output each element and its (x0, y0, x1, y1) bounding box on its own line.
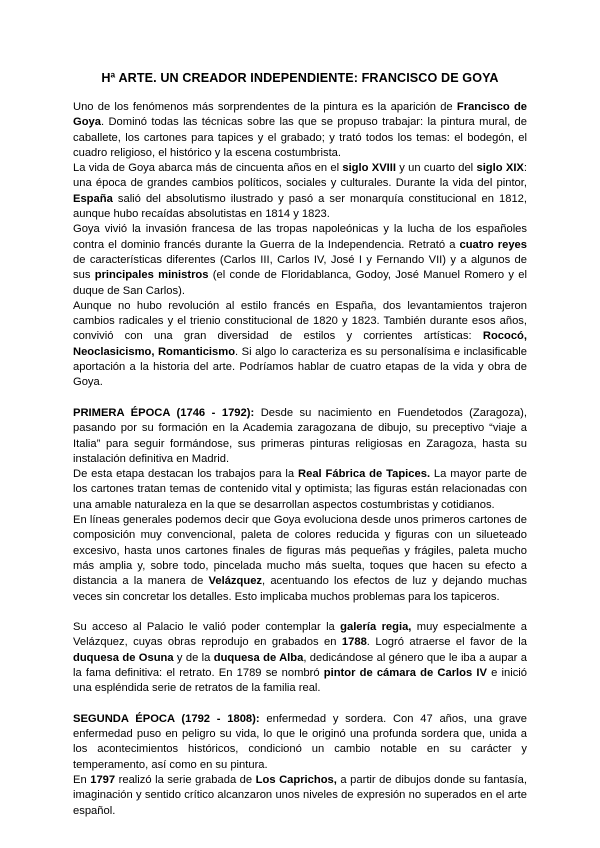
text-run: Goya vivió la invasión francesa de las tropas napoleónicas y la lucha de los españoles contra el dominio francés durante la Guerra de la Independencia. Retrató a (73, 223, 527, 251)
text-run: e inició una espléndida serie de retratos de la familia real. (73, 666, 527, 695)
bold-run: siglo XIX (476, 162, 524, 175)
text-run: . Dominó todas las técnicas sobre las que se propuso trabajar: la pintura mural, de caballete, los cartones para tapices y el grabado; y trató todos los temas: el bodegón, el cuadro religioso, el histórico y la escena costumbrista. (73, 116, 527, 159)
bold-run: Francisco de Goya (73, 101, 528, 129)
text-run: realizó la serie grabada de (115, 774, 256, 787)
text-run: La mayor parte de los cartones tratan temas de contenido vital y optimista; las figuras están relacionadas con una amable naturaleza en la que se desarrollan aspectos costumbristas y cotidianos. (73, 468, 528, 511)
paragraph-caprichos (73, 773, 527, 819)
text-run: (el conde de Floridablanca, Godoy, José Manuel Romero y el duque de San Carlos). (73, 269, 527, 297)
paragraph-vida (73, 161, 527, 222)
text-run: Desde su nacimiento en Fuendetodos (Zaragoza), pasando por su formación en la Academia zaragozana de dibujo, su preceptivo “viaje a Italia” para seguir formándose, sus primeras pinturas religiosas en Zaragoza, hasta su instalación definitiva en Madrid. (73, 406, 528, 465)
spacer (73, 605, 527, 620)
paragraph-segunda-epoca (73, 712, 527, 773)
bold-run: Rococó, Neoclasicismo, Romanticismo (73, 330, 527, 358)
bold-run: siglo XVIII (342, 162, 396, 175)
text-run: . Logró atraerse el favor de la (366, 636, 527, 649)
bold-run: duquesa de Alba (213, 651, 304, 664)
paragraph-invasion (73, 222, 527, 298)
text-run: . Si algo lo caracteriza es su personalísima e inclasificable aportación a la historia del arte. Podríamos hablar de cuatro etapas de la vida y obra de Goya. (73, 345, 528, 389)
text-run: , acentuando los efectos de luz y dejando muchas veces sin concretar los detalles. Esto implicaba muchos problemas para los tapiceros. (73, 575, 527, 603)
bold-run: duquesa de Osuna (73, 651, 174, 664)
paragraph-primera-epoca (73, 406, 527, 467)
text-run: En (73, 774, 91, 787)
paragraph-estilos (73, 299, 527, 391)
text-run: y de la (173, 651, 214, 664)
bold-run: Real Fábrica de Tapices. (298, 468, 431, 481)
text-run: enfermedad y sordera. Con 47 años, una grave enfermedad puso en peligro su vida, lo que le originó una profunda sordera que, unida a los acontecimientos históricos, condicionó un cambio notable en su carácter y temperamento, así como en su pintura. (73, 712, 527, 771)
bold-run: Velázquez (208, 575, 263, 588)
paragraph-tapices (73, 467, 527, 513)
paragraph-intro (73, 100, 527, 161)
bold-run: 1797 (90, 774, 116, 787)
text-run: La vida de Goya abarca más de cincuenta años en el (73, 162, 343, 175)
text-run: , dedicándose al género que le iba a aupar a la fama definitiva: el retrato. En 1789 se nombró (73, 651, 527, 679)
text-run: y un cuarto del (395, 162, 477, 175)
section-heading: SEGUNDA ÉPOCA (1792 - 1808): (73, 712, 260, 725)
text-run: Su acceso al Palacio le valió poder contemplar la (73, 621, 341, 634)
spacer (73, 391, 527, 406)
text-run: Aunque no hubo revolución al estilo francés en España, dos levantamientos trajeron cambios radicales y el trienio constitucional de 1820 y 1823. También durante esos años, convivió con una gran diversidad de estilos y corrientes artísticas: (73, 299, 527, 343)
text-run: a partir de dibujos donde su fantasía, imaginación y sentido crítico alcanzaron unos niveles de expresión no superados en el arte español. (73, 774, 527, 817)
text-run: salió del absolutismo ilustrado y pasó a ser monarquía constitucional en 1812, aunque hubo recaídas absolutistas en 1814 y 1823. (73, 192, 527, 221)
document-body (73, 100, 527, 819)
bold-run: principales ministros (94, 269, 209, 282)
text-run: muy especialmente a Velázquez, cuyas obras reprodujo en grabados en (73, 621, 527, 649)
text-run: : una época de grandes cambios políticos, sociales y culturales. Durante la vida del pintor, (73, 162, 527, 190)
text-run: De esta etapa destacan los trabajos para la (73, 468, 299, 481)
text-run: En líneas generales podemos decir que Goya evoluciona desde unos primeros cartones de composición muy convencional, paleta de colores reducida y figuras con un silueteado excesivo, hasta unos cartones finales de figuras más pequeñas y frágiles, paleta mucho más amplia y, sobre todo, pincelada mucho más suelta, toques que hacen su efecto a distancia a la manera de (73, 514, 527, 588)
bold-run: galería regia, (340, 621, 412, 634)
section-heading: PRIMERA ÉPOCA (1746 - 1792): (73, 406, 255, 419)
page-title: Hª ARTE. UN CREADOR INDEPENDIENTE: FRANCISCO DE GOYA (101, 71, 499, 85)
bold-run: España (73, 192, 113, 205)
bold-run: Los Caprichos, (255, 774, 337, 787)
spacer (73, 697, 527, 712)
paragraph-palacio (73, 620, 527, 696)
bold-run: 1788 (341, 636, 367, 649)
bold-run: pintor de cámara de Carlos IV (323, 666, 487, 679)
text-run: Uno de los fenómenos más sorprendentes de la pintura es la aparición de (73, 101, 457, 113)
paragraph-evolucion (73, 513, 527, 605)
text-run: de características diferentes (Carlos III, Carlos IV, José I y Fernando VII) y a algunos de sus (73, 253, 527, 282)
bold-run: cuatro reyes (459, 238, 527, 251)
